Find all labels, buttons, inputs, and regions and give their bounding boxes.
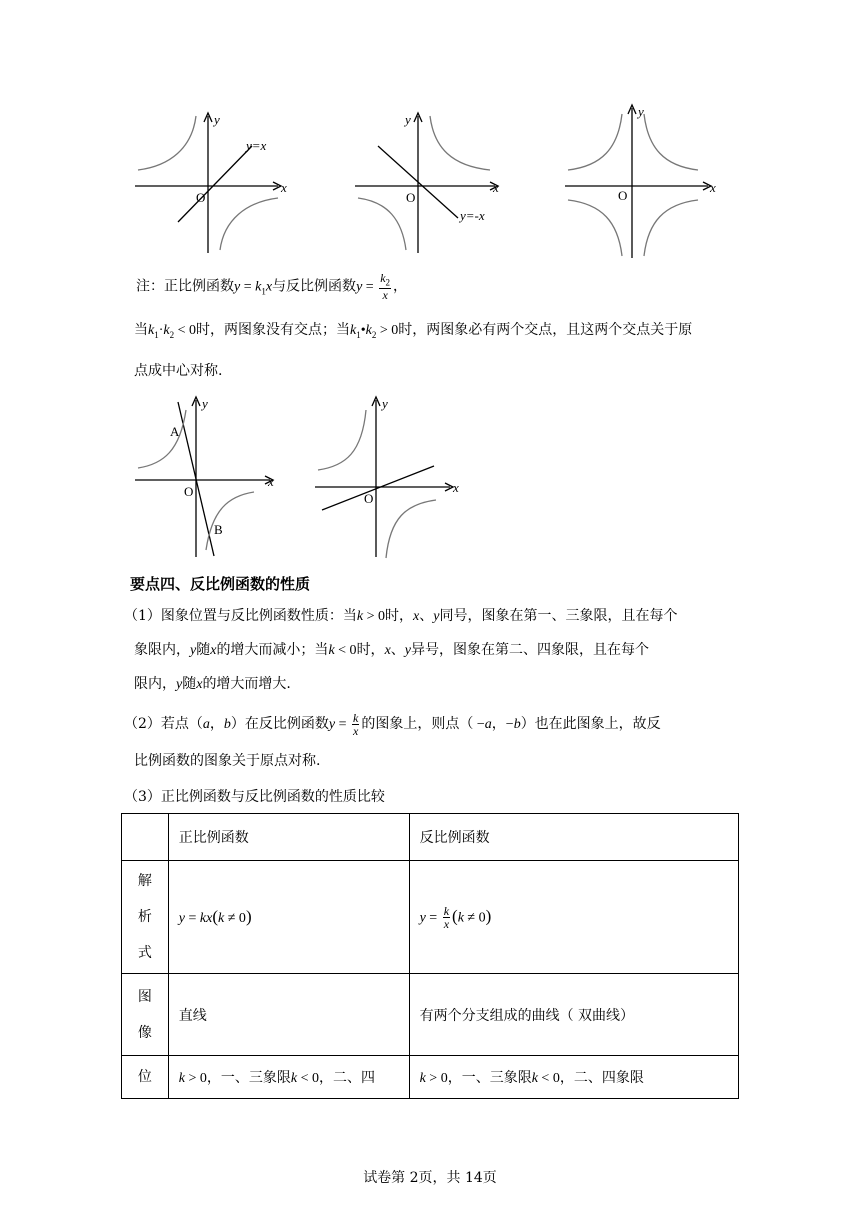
- fig2-y-label: y: [405, 112, 411, 127]
- para-text: 时，: [385, 608, 414, 624]
- row-label-position: 位: [122, 1056, 169, 1099]
- header-inverse: 反比例函数: [409, 814, 738, 861]
- para-text: ）也在此图象上，故反: [520, 716, 661, 732]
- fig2-origin-label: O: [406, 190, 416, 205]
- cell-inverse-position: k > 0，一、三象限k < 0，二、四象限: [409, 1056, 738, 1099]
- note-text: 时，两图象没有交点；当: [196, 322, 351, 338]
- figure-top-1: [130, 108, 290, 258]
- cell-text: ，一、三象限: [206, 1070, 291, 1086]
- cell-inverse-formula: y = $\frac{k}{x}$ (k ≠ 0): [409, 861, 738, 974]
- para-text: ）在反比例函数: [230, 716, 329, 732]
- point-b-label: B: [214, 522, 223, 537]
- para-text: 的图象上，则点（: [361, 716, 474, 732]
- point-a-label: A: [170, 424, 180, 439]
- para-text: 限内，: [134, 676, 176, 692]
- cell-direct-formula: y = kx(k ≠ 0): [168, 861, 409, 974]
- fig4-y-label: y: [202, 396, 208, 411]
- table-row: [122, 861, 739, 974]
- fig1-line-label: y=x: [246, 138, 267, 153]
- figure-top-2: [350, 108, 510, 258]
- para-text: 同号，图象在第一、三象限，且在每个: [439, 608, 678, 624]
- formula-k-over-x: $\frac{k}{x}$: [353, 710, 359, 738]
- note-text: 当: [134, 322, 148, 338]
- fig5-y-label: y: [382, 396, 388, 411]
- fig1-origin-label: O: [196, 190, 206, 205]
- figure-top-3: [560, 100, 720, 262]
- para-text: 随: [182, 676, 197, 692]
- section-title: 要点四、反比例函数的性质: [130, 575, 311, 593]
- cell-direct-position: k > 0，一、三象限k < 0，二、四: [168, 1056, 409, 1099]
- fig2-line-label: y=-x: [460, 208, 485, 223]
- para3: （3）正比例函数与反比例函数的性质比较: [124, 789, 385, 805]
- cell-direct-graph: 直线: [168, 974, 409, 1056]
- fig1-y-label: y: [214, 112, 220, 127]
- cell-text: ，二、四: [319, 1070, 376, 1086]
- para-text: 随: [196, 642, 211, 658]
- row-label-char: 解: [137, 873, 152, 889]
- para-text: 的增大而增大.: [202, 676, 291, 692]
- para-text: 异号，图象在第二、四象限，且在每个: [411, 642, 649, 658]
- row-label-char: 图: [137, 988, 152, 1005]
- fig4-x-label: x: [268, 474, 274, 489]
- fig5-x-label: x: [453, 480, 459, 495]
- row-label-graph: [122, 974, 169, 1056]
- row-label-formula: [122, 861, 169, 974]
- formula-inverse: $\frac{k_2}{x}$: [380, 271, 391, 303]
- fig1-x-label: x: [281, 180, 287, 195]
- note-text: 注：正比例函数: [136, 278, 234, 295]
- cell-inverse-graph: 有两个分支组成的曲线（ 双曲线）: [409, 974, 738, 1056]
- note-text: ，: [393, 278, 408, 295]
- fig3-x-label: x: [710, 180, 716, 195]
- table-corner-cell: [122, 814, 169, 861]
- para-text: ，: [209, 716, 224, 732]
- para-text: 的增大而减小；当: [216, 642, 329, 658]
- note-line-2: 当$k_1\cdot k_2 < 0$时，两图象没有交点；当$k_1•k_2 > 0$时，两图象必有两个交点，且这两个交点关于原: [134, 322, 693, 340]
- note-text: 与反比例函数: [272, 278, 357, 295]
- cell-text: ，一、三象限: [447, 1070, 532, 1086]
- para-text: （2）若点（: [124, 716, 203, 732]
- fig2-x-label: x: [493, 180, 499, 195]
- table-row: [122, 814, 739, 861]
- row-label-char: 析: [137, 909, 152, 925]
- formula-direct: y: [234, 279, 241, 295]
- fig5-origin-label: O: [364, 491, 374, 506]
- fig3-y-label: y: [638, 104, 644, 119]
- fig4-origin-label: O: [184, 484, 194, 499]
- row-label-char: 式: [137, 945, 152, 961]
- para-text: ，: [491, 716, 506, 732]
- figure-mid-2: [310, 392, 470, 560]
- figure-mid-1: [130, 392, 280, 560]
- para-text: 时，: [356, 642, 385, 658]
- para1-line3: 限内，y随x的增大而增大.: [134, 676, 291, 692]
- para1-line1: （1）图象位置与反比例函数性质：当k > 0时，x、y同号，图象在第一、三象限，且在每个: [124, 608, 678, 624]
- page-footer: 试卷第 2页，共 14页: [363, 1170, 497, 1186]
- note-text: 时，两图象必有两个交点，且这两个交点关于原: [398, 322, 693, 338]
- row-label-char: 像: [137, 1024, 152, 1041]
- table-row: [122, 974, 739, 1056]
- para-text: 象限内，: [134, 642, 190, 658]
- comparison-table: [121, 813, 739, 1099]
- cell-text: ，二、四象限: [559, 1070, 644, 1086]
- para1-line2: 象限内，y随x的增大而减小；当k < 0时，x、y异号，图象在第二、四象限，且在每个: [134, 642, 649, 658]
- para2-line2: 比例函数的图象关于原点对称.: [134, 753, 321, 769]
- para-text: （1）图象位置与反比例函数性质：当: [124, 608, 357, 624]
- fig3-origin-label: O: [618, 188, 628, 203]
- para2-line1: （2）若点（a，b）在反比例函数y = $\frac{k}{x}$ 的图象上，则点（ −a，−b）也在此图象上，故反: [124, 710, 661, 738]
- header-direct: 正比例函数: [168, 814, 409, 861]
- note-line-3: 点成中心对称.: [134, 363, 223, 379]
- table-row: [122, 1056, 739, 1099]
- note-line-1: 注：正比例函数$y = k_1x$与反比例函数y = $\frac{k_2}{x}$ ，: [136, 271, 408, 303]
